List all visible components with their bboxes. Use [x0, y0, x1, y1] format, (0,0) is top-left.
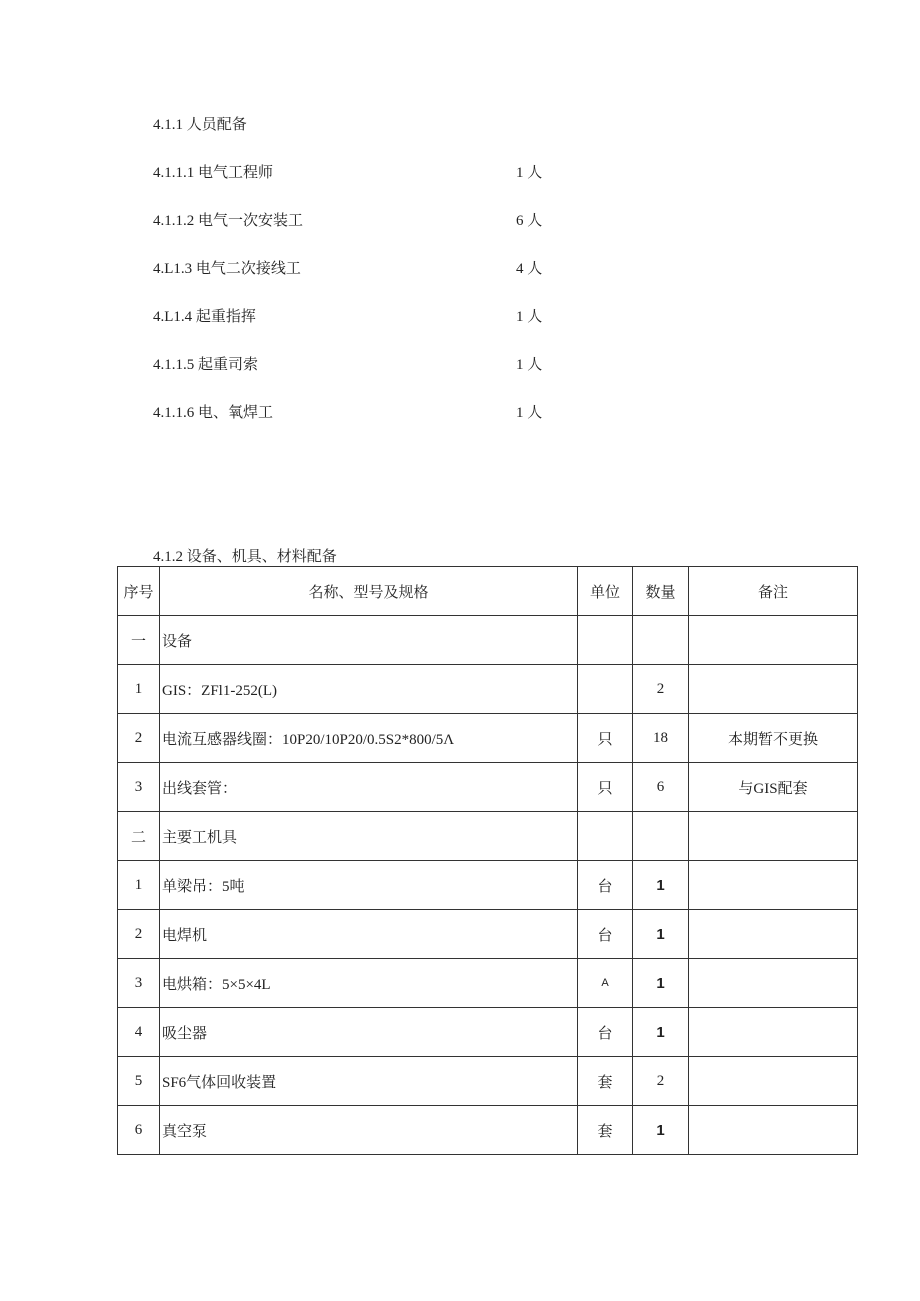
row-name: 电焊机: [160, 910, 578, 959]
row-unit: 台: [578, 861, 633, 910]
row-no: 1: [118, 861, 160, 910]
personnel-role: 4.1.1.2 电气一次安装工: [153, 213, 304, 229]
row-no: 1: [118, 665, 160, 714]
row-note: 与GIS配套: [689, 763, 858, 812]
row-note: 本期暂不更换: [689, 714, 858, 763]
row-qty: 1: [633, 910, 689, 959]
row-unit: 套: [578, 1106, 633, 1155]
header-note: 备注: [689, 567, 858, 616]
row-unit: 只: [578, 763, 633, 812]
row-no: 一: [118, 616, 160, 665]
personnel-role: 4.L1.4 起重指挥: [153, 309, 256, 325]
row-note: [689, 861, 858, 910]
table-row: [118, 714, 858, 763]
personnel-row: [153, 353, 573, 377]
row-note: [689, 1106, 858, 1155]
personnel-role: 4.1.1.6 电、氧焊工: [153, 405, 274, 421]
personnel-count: 1 人: [516, 309, 543, 325]
row-unit: A: [578, 959, 633, 1008]
personnel-count: 6 人: [516, 213, 543, 229]
table-row: [118, 959, 858, 1008]
row-note: [689, 665, 858, 714]
row-no: 3: [118, 959, 160, 1008]
row-name: 电流互感器线圈：10P20/10P20/0.5S2*800/5Λ: [160, 714, 578, 763]
table-row: [118, 665, 858, 714]
personnel-role: 4.1.1.5 起重司索: [153, 357, 259, 373]
row-name: SF6气体回收装置: [160, 1057, 578, 1106]
row-note: [689, 1008, 858, 1057]
row-unit: [578, 812, 633, 861]
personnel-row: [153, 401, 573, 425]
header-no: 序号: [118, 567, 160, 616]
row-note: [689, 910, 858, 959]
table-row: [118, 1057, 858, 1106]
row-name: 电烘箱：5×5×4L: [160, 959, 578, 1008]
row-no: 4: [118, 1008, 160, 1057]
table-header-row: [118, 567, 858, 616]
row-no: 6: [118, 1106, 160, 1155]
row-name: 设备: [160, 616, 578, 665]
row-no: 2: [118, 910, 160, 959]
row-name: 主要工机具: [160, 812, 578, 861]
row-name: 真空泵: [160, 1106, 578, 1155]
header-name: 名称、型号及规格: [160, 567, 578, 616]
row-qty: 2: [633, 1057, 689, 1106]
row-name: 吸尘器: [160, 1008, 578, 1057]
row-unit: 台: [578, 1008, 633, 1057]
row-name: GIS：ZFl1-252(L): [160, 665, 578, 714]
row-note: [689, 812, 858, 861]
row-unit: [578, 665, 633, 714]
personnel-row: [153, 209, 573, 233]
row-no: 2: [118, 714, 160, 763]
equipment-table: [117, 566, 858, 1155]
row-qty: 1: [633, 1106, 689, 1155]
equipment-section-title: 4.1.2 设备、机具、材料配备: [153, 549, 337, 565]
header-unit: 单位: [578, 567, 633, 616]
row-unit: 套: [578, 1057, 633, 1106]
row-qty: 2: [633, 665, 689, 714]
row-unit: 台: [578, 910, 633, 959]
row-note: [689, 616, 858, 665]
personnel-row: [153, 161, 573, 185]
row-qty: 1: [633, 959, 689, 1008]
personnel-row: [153, 257, 573, 281]
row-note: [689, 959, 858, 1008]
row-unit: [578, 616, 633, 665]
row-qty: [633, 616, 689, 665]
personnel-role: 4.1.1.1 电气工程师: [153, 165, 274, 181]
table-row: [118, 1106, 858, 1155]
row-qty: 18: [633, 714, 689, 763]
personnel-count: 1 人: [516, 405, 543, 421]
personnel-role: 4.L1.3 电气二次接线工: [153, 261, 301, 277]
personnel-count: 4 人: [516, 261, 543, 277]
row-name: 单梁吊：5吨: [160, 861, 578, 910]
row-qty: [633, 812, 689, 861]
personnel-count: 1 人: [516, 357, 543, 373]
personnel-count: 1 人: [516, 165, 543, 181]
row-no: 5: [118, 1057, 160, 1106]
row-qty: 1: [633, 861, 689, 910]
table-row: [118, 616, 858, 665]
row-no: 二: [118, 812, 160, 861]
table-row: [118, 763, 858, 812]
row-qty: 1: [633, 1008, 689, 1057]
table-row: [118, 812, 858, 861]
personnel-section-title: 4.1.1 人员配备: [153, 117, 247, 133]
personnel-row: [153, 305, 573, 329]
table-row: [118, 861, 858, 910]
row-qty: 6: [633, 763, 689, 812]
table-row: [118, 910, 858, 959]
table-row: [118, 1008, 858, 1057]
row-no: 3: [118, 763, 160, 812]
row-name: 出线套管：: [160, 763, 578, 812]
row-unit: 只: [578, 714, 633, 763]
header-qty: 数量: [633, 567, 689, 616]
row-note: [689, 1057, 858, 1106]
